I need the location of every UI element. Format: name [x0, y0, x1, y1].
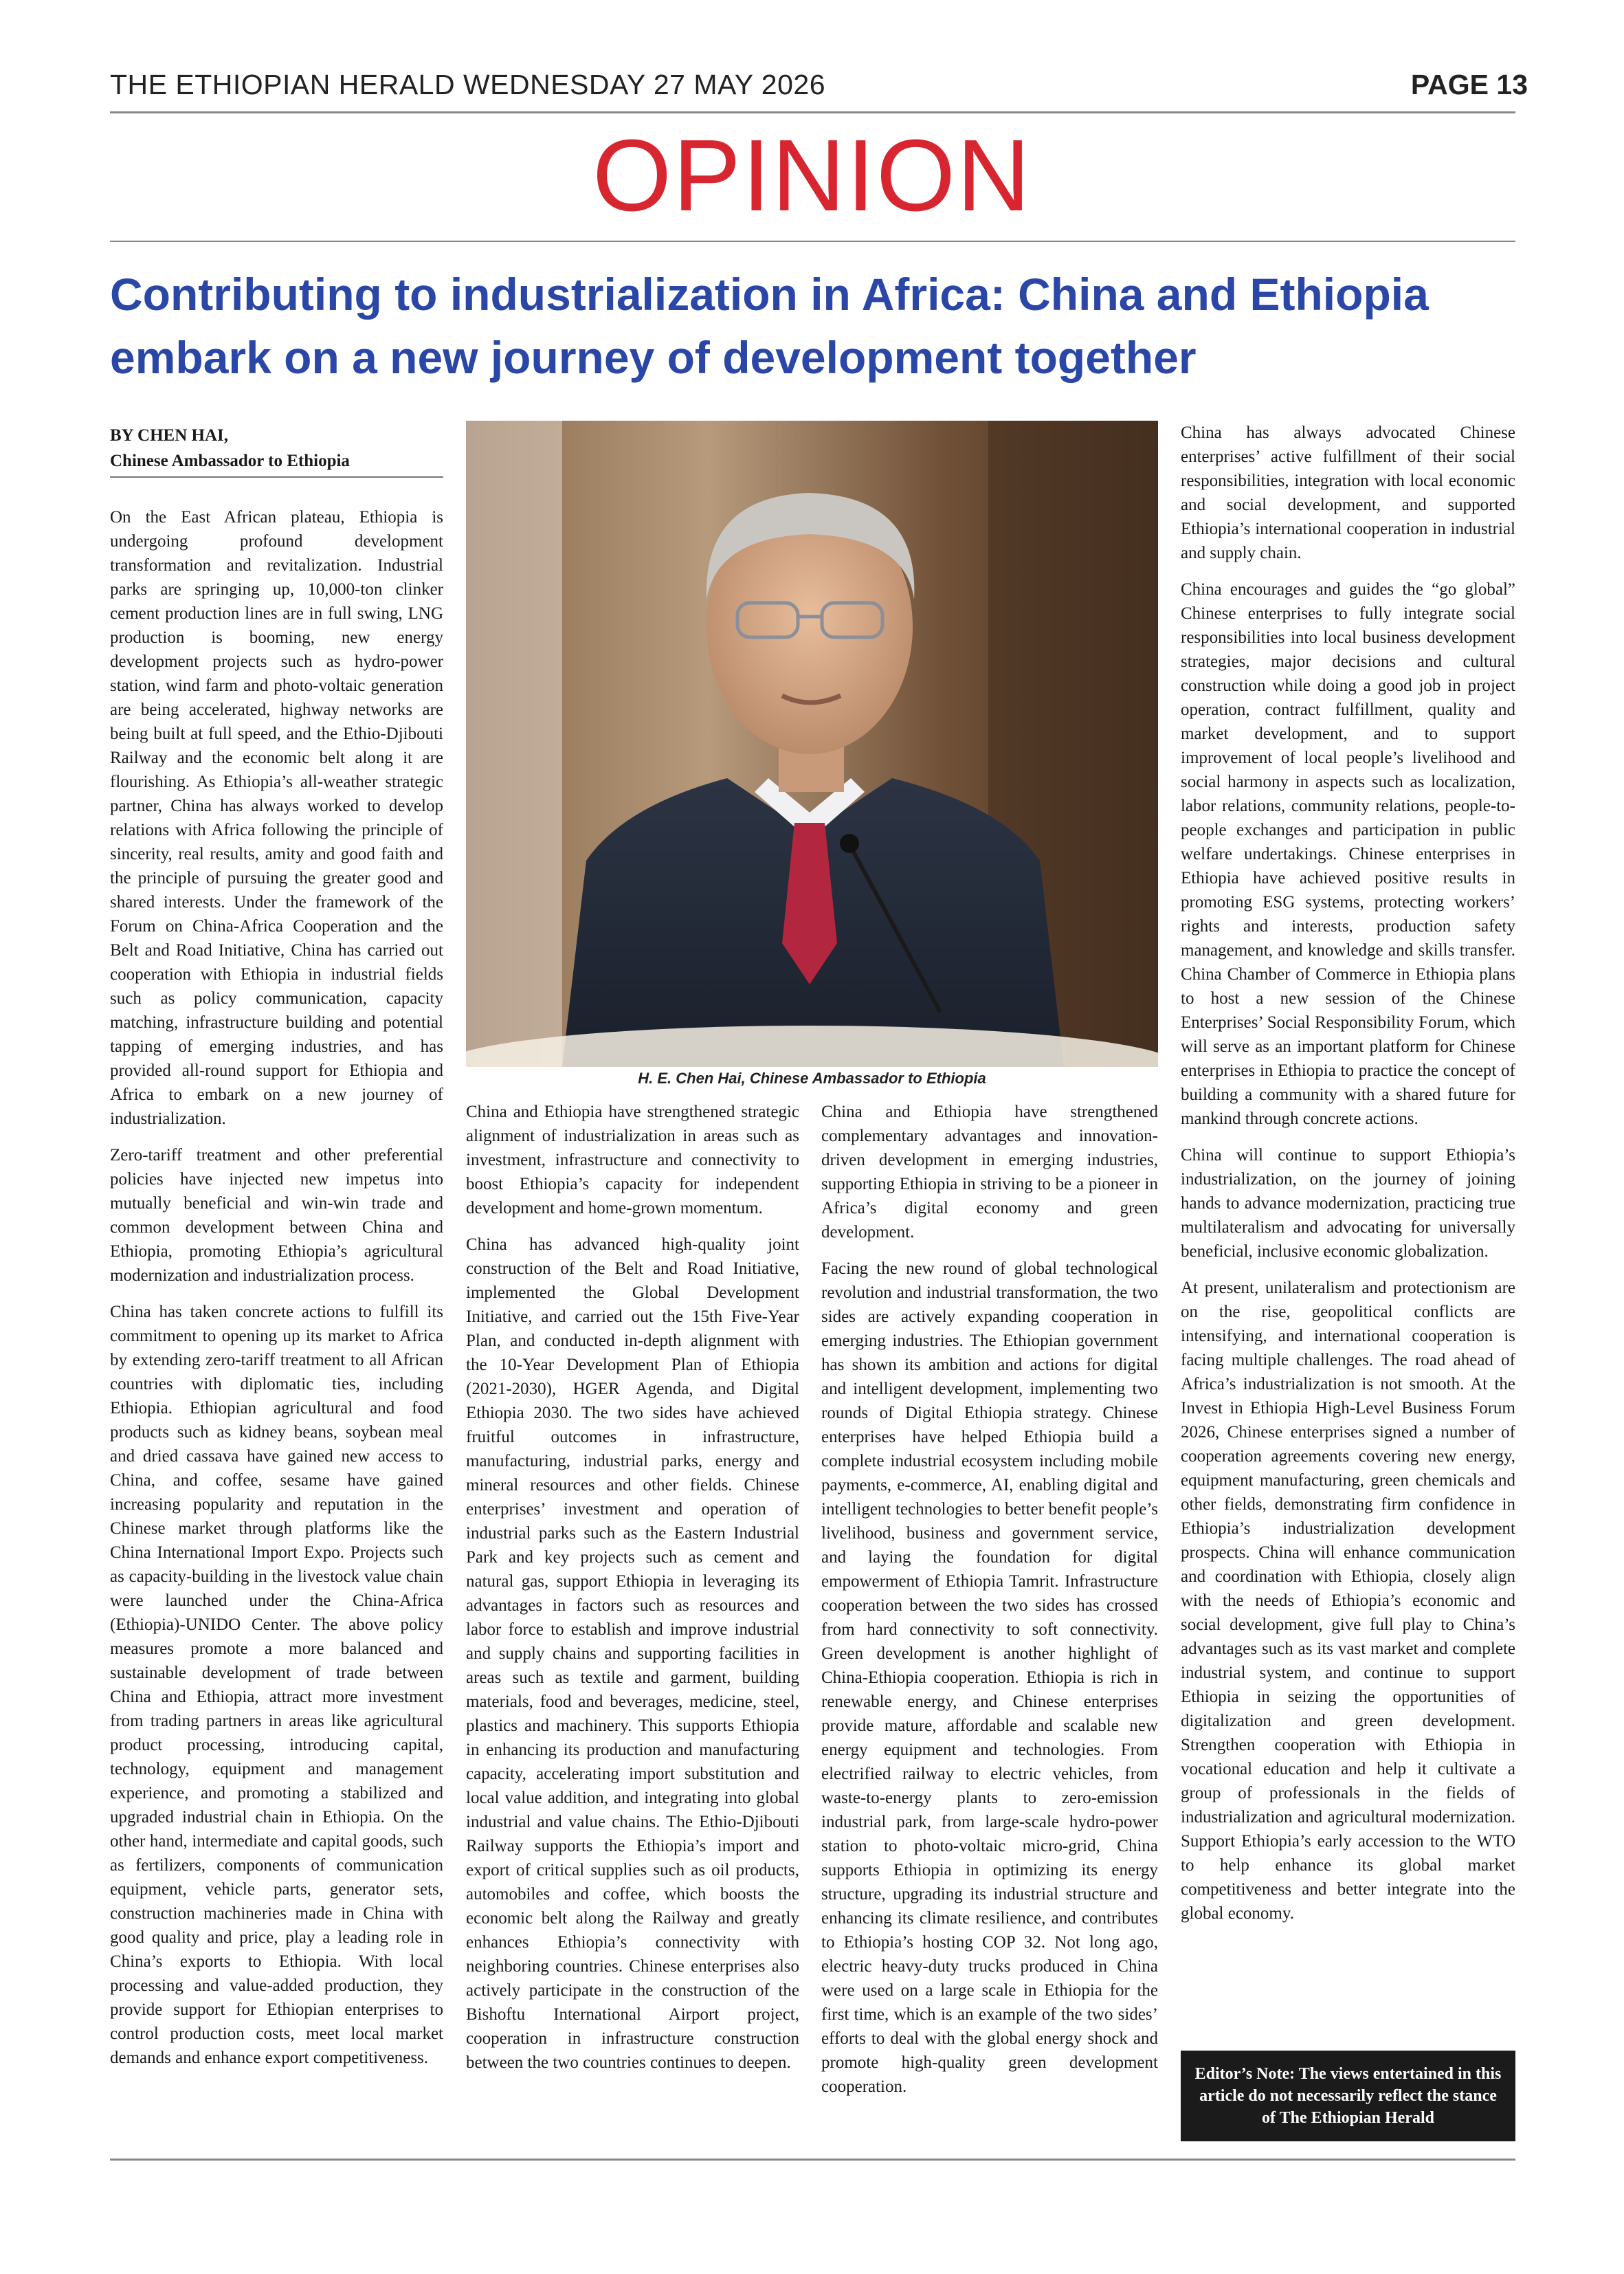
- paragraph: China has taken concrete actions to fulfill its commitment to opening up its market to Africa by extending zero-tariff treatment to all African countries with diplomatic ties, including Ethiopia. Ethiopian agricultural and food products such as kidney beans, soybean meal and dried cassava have gained new access to China, and coffee, sesame have gained increasing popularity and reputation in the Chinese market through platforms like the China International Import Expo. Projects such as capacity-building in the livestock value chain were launched under the China-Africa (Ethiopia)-UNIDO Center. The above policy measures promote a more balanced and sustainable development of trade between China and Ethiopia, attract more investment from trading partners in areas like agricultural product processing, introducing capital, technology, equipment and management experience, and promoting a stabilized and upgraded industrial chain in Ethiopia. On the other hand, intermediate and capital goods, such as fertilizers, components of communication equipment, vehicle parts, generator sets, construction machineries made in China with good quality and price, play a leading role in China’s exports to Ethiopia. With local processing and value-added production, they provide support for Ethiopian enterprises to control production costs, meet local market demands and enhance export competitiveness.: [110, 1303, 443, 2067]
- paragraph: Zero-tariff treatment and other preferential policies have injected new impetus into mutually beneficial and win-win trade and common development between China and Ethiopia, promoting Ethiopia’s agricultural modernization and industrialization process.: [110, 1146, 443, 1285]
- masthead: THE ETHIOPIAN HERALD WEDNESDAY 27 MAY 2026: [110, 69, 825, 100]
- paragraph: China and Ethiopia have strengthened strategic alignment of industrialization in areas such as investment, infrastructure and connectivity to boost Ethiopia’s capacity for independent development and home-grown momentum.: [466, 1103, 799, 1217]
- byline: [110, 423, 350, 474]
- photo-caption: H. E. Chen Hai, Chinese Ambassador to Ethiopia: [638, 1070, 986, 1087]
- headline-line-2: embark on a new journey of development together: [110, 332, 1197, 383]
- paragraph: China and Ethiopia have strengthened complementary advantages and innovation-driven development in emerging industries, supporting Ethiopia in striving to be a pioneer in Africa’s digital economy and green development.: [821, 1103, 1158, 1241]
- editor-note: Editor’s Note: The views entertained in this article do not necessarily reflect the stance of The Ethiopian Herald: [1194, 2065, 1502, 2127]
- paragraph: China encourages and guides the “go global” Chinese enterprises to fully integrate social responsibilities into local business development strategies, major decisions and cultural construction while doing a good job in project operation, contract fulfillment, quality and market development, and to support improvement of local people’s livelihood and social harmony in aspects such as localization, labor relations, community relations, people-to-people exchanges and participation in public welfare undertakings. Chinese enterprises in Ethiopia have achieved positive results in promoting ESG systems, protecting workers’ rights and interests, production safety management, and knowledge and skills transfer. China Chamber of Commerce in Ethiopia plans to host a new session of the Chinese Enterprises’ Social Responsibility Forum, which will serve as an important platform for Chinese enterprises in Ethiopia to practice the concept of building a community with a shared future for mankind through concrete actions.: [1181, 580, 1515, 1128]
- column-4: [1181, 421, 1515, 1938]
- ambassador-photo: [466, 421, 1158, 1067]
- paragraph: Facing the new round of global technological revolution and industrial transformation, the two sides are actively expanding cooperation in emerging industries. The Ethiopian government has shown its ambition and actions for digital and intelligent development, implementing two rounds of Digital Ethiopia strategy. Chinese enterprises have helped Ethiopia build a complete industrial ecosystem including mobile payments, e-commerce, AI, enabling digital and intelligent technologies to better benefit people’s livelihood, business and government service, and laying the foundation for digital empowerment of Ethiopia Tamrit. Infrastructure cooperation between the two sides has crossed from hard connectivity to soft connectivity. Green development is another highlight of China-Ethiopia cooperation. Ethiopia is rich in renewable energy, and Chinese enterprises provide mature, affordable and scalable new energy equipment and technologies. From electrified railway to electric vehicles, from waste-to-energy plants to zero-emission industrial park, from large-scale hydro-power station to photo-voltaic micro-grid, China supports Ethiopia in optimizing its energy structure, upgrading its industrial structure and enhancing its climate resilience, and contributes to Ethiopia’s hosting COP 32. Not long ago, electric heavy-duty trucks produced in China were used on a large scale in Ethiopia for the first time, which is an example of the two sides’ efforts to deal with the global energy shock and promote high-quality green development cooperation.: [821, 1259, 1158, 2096]
- top-rule: [110, 111, 1515, 113]
- column-3: [821, 1100, 1158, 2111]
- paragraph: China has advanced high-quality joint construction of the Belt and Road Initiative, implemented the Global Development Initiative, and carried out the 15th Five-Year Plan, and conducted in-depth alignment with the 10-Year Development Plan of Ethiopia (2021-2030), HGER Agenda, and Digital Ethiopia 2030. The two sides have achieved fruitful outcomes in infrastructure, manufacturing, industrial parks, energy and mineral resources and other fields. Chinese enterprises’ investment and operation of industrial parks such as the Eastern Industrial Park and key projects such as cement and natural gas, support Ethiopia in leveraging its advantages in factors such as resources and labor force to establish and improve industrial and supply chains and supporting facilities in areas such as textile and garment, building materials, food and beverages, medicine, steel, plastics and machinery. This supports Ethiopia in enhancing its production and manufacturing capacity, accelerating import substitution and local value addition, and integrating into global industrial and value chains. The Ethio-Djibouti Railway supports the Ethiopia’s import and export of critical supplies such as oil products, automobiles and coffee, which boosts the economic belt along the Railway and greatly enhances Ethiopia’s connectivity with neighboring countries. Chinese enterprises also actively participate in the construction of the Bishoftu International Airport project, cooperation in infrastructure construction between the two countries continues to deepen.: [466, 1235, 799, 2072]
- section-rule: [110, 241, 1515, 242]
- paragraph: China has always advocated Chinese enterprises’ active fulfillment of their social responsibilities, integration with local economic and social development, and supported Ethiopia’s international cooperation in industrial and supply chain.: [1181, 423, 1515, 562]
- byline-rule: [110, 476, 443, 478]
- page-number: PAGE 13: [1410, 69, 1528, 100]
- paragraph: China will continue to support Ethiopia’s industrialization, on the journey of joining hands to advance modernization, practicing true multilateralism and advocating for universally beneficial, inclusive economic globalization.: [1181, 1146, 1515, 1261]
- portrait-illustration: [466, 421, 1158, 1067]
- headline-line-1: Contributing to industrialization in Africa: China and Ethiopia: [110, 269, 1429, 320]
- headline: [110, 263, 1526, 389]
- byline-name: BY CHEN HAI,: [110, 426, 229, 445]
- bottom-rule: [110, 2159, 1515, 2161]
- section-title: OPINION: [592, 119, 1032, 232]
- column-2: [466, 1100, 799, 2087]
- paragraph: On the East African plateau, Ethiopia is undergoing profound development transformation and revitalization. Industrial parks are springing up, 10,000-ton clinker cement production lines are in full swing, LNG production is booming, new energy development projects such as hydro-power station, wind farm and photo-voltaic generation are being accelerated, highway networks are being built at full speed, and the Ethio-Djibouti Railway and the economic belt along it are flourishing. As Ethiopia’s all-weather strategic partner, China has always worked to develop relations with Africa following the principle of sincerity, real results, amity and good faith and the principle of pursuing the greater good and shared interests. Under the framework of the Forum on China-Africa Cooperation and the Belt and Road Initiative, China has carried out cooperation with Ethiopia in industrial fields such as policy communication, capacity matching, infrastructure building and potential tapping of emerging industries, and has provided all-round support for Ethiopia and Africa to embark on a new journey of industrialization.: [110, 508, 443, 1128]
- column-1: [110, 505, 443, 2082]
- editor-note-box: [1181, 2051, 1515, 2141]
- paragraph: At present, unilateralism and protectionism are on the rise, geopolitical conflicts are intensifying, and international cooperation is facing multiple challenges. The road ahead of Africa’s industrialization is not smooth. At the Invest in Ethiopia High-Level Business Forum 2026, Chinese enterprises signed a number of cooperation agreements covering new energy, equipment manufacturing, green chemicals and other fields, demonstrating firm confidence in Ethiopia’s industrialization development prospects. China will enhance communication and coordination with Ethiopia, closely align with the needs of Ethiopia’s economic and social development, give full play to China’s advantages such as its vast market and complete industrial system, and continue to support Ethiopia in seizing the opportunities of digitalization and green development. Strengthen cooperation with Ethiopia in vocational education and help it cultivate a group of professionals in the fields of industrialization and agricultural modernization. Support Ethiopia’s early accession to the WTO to help enhance its global market competitiveness and better integrate into the global economy.: [1181, 1279, 1515, 1923]
- byline-title: Chinese Ambassador to Ethiopia: [110, 452, 350, 470]
